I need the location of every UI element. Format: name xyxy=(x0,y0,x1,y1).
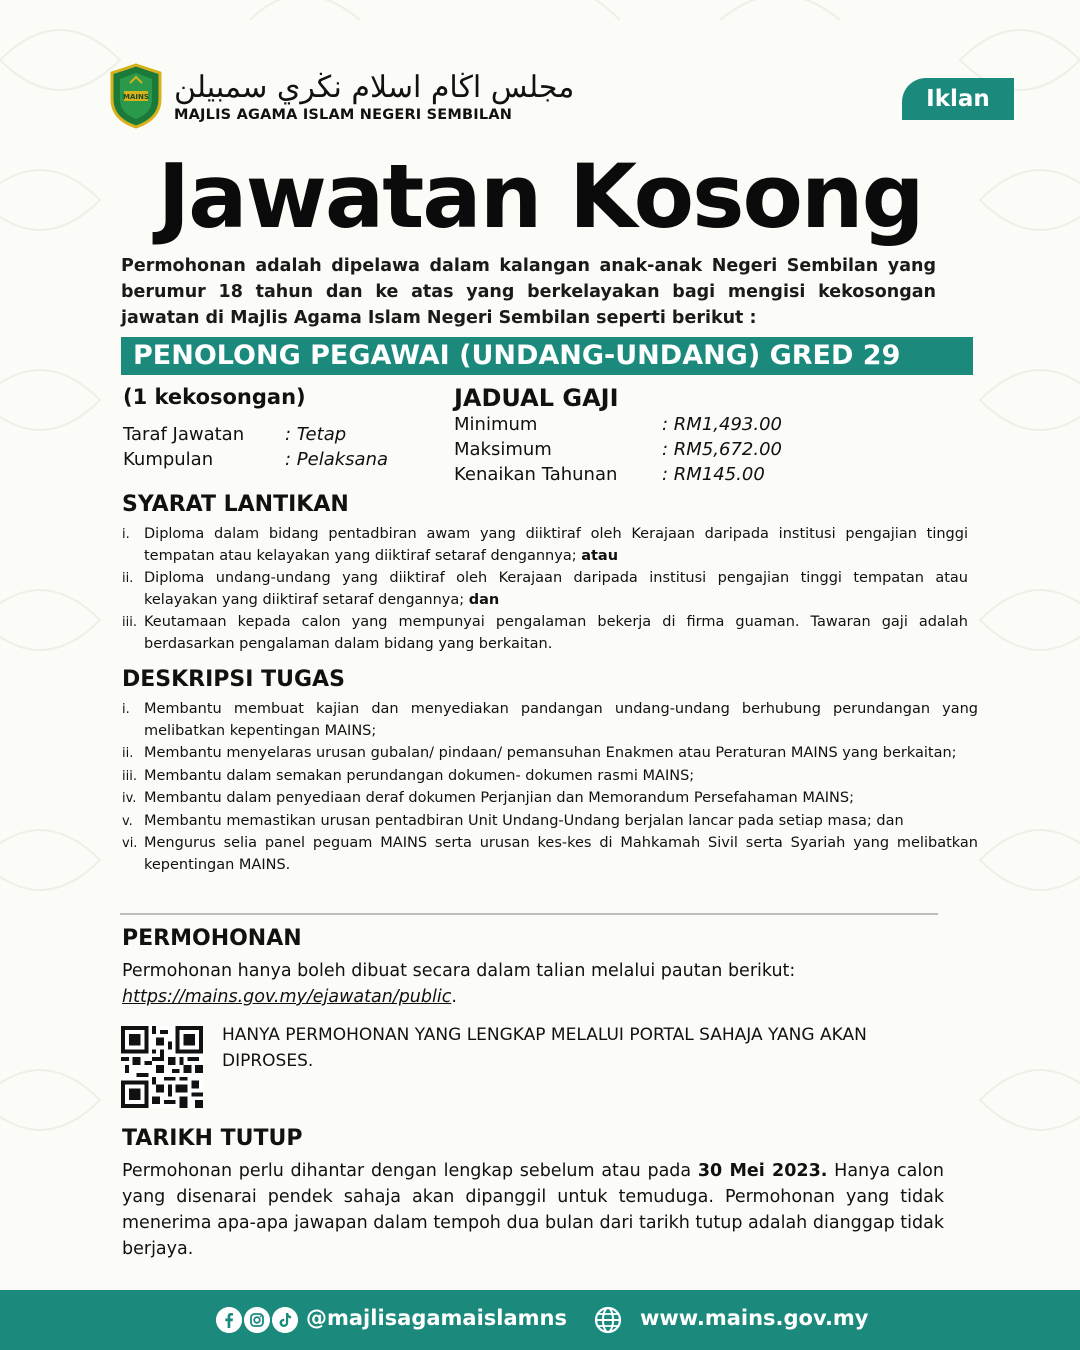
vacancy-count: (1 kekosongan) xyxy=(123,385,306,409)
tiktok-icon[interactable] xyxy=(272,1307,298,1333)
social-handle[interactable]: @majlisagamaislamns xyxy=(306,1306,567,1330)
qr-note: HANYA PERMOHONAN YANG LENGKAP MELALUI PORTAL SAHAJA YANG AKAN DIPROSES. xyxy=(222,1025,867,1071)
org-block xyxy=(174,69,574,123)
website-link[interactable]: www.mains.gov.my xyxy=(640,1306,869,1330)
taraf-row xyxy=(123,422,346,447)
org-name: MAJLIS AGAMA ISLAM NEGERI SEMBILAN xyxy=(174,107,513,123)
list-item: i. Diploma dalam bidang pentadbiran awam yang diiktiraf oleh Kerajaan daripada institusi pengajian tinggi tempatan atau kelayakan yang diiktiraf setaraf dengannya; atau xyxy=(122,526,968,564)
salary-title: JADUAL GAJI xyxy=(454,384,619,412)
list-item: i. Membantu membuat kajian dan menyediakan pandangan undang-undang berhubung perundangan yang melibatkan kepentingan MAINS; xyxy=(122,701,978,739)
salary-max-label: Maksimum xyxy=(454,439,552,460)
svg-text:MAINS: MAINS xyxy=(123,93,149,101)
header xyxy=(108,60,574,132)
instagram-icon[interactable] xyxy=(244,1307,270,1333)
list-item: iii. Membantu dalam semakan perundangan dokumen- dokumen rasmi MAINS; xyxy=(122,767,695,784)
qr-code-icon[interactable] xyxy=(121,1026,203,1108)
tugas-list xyxy=(122,699,978,877)
closing-date: 30 Mei 2023. xyxy=(697,1161,828,1181)
list-item: ii. Membantu menyelaras urusan gubalan/ pindaan/ pemansuhan Enakmen atau Peraturan MAINS yang berkaitan; xyxy=(122,745,957,761)
salary-inc-label: Kenaikan Tahunan xyxy=(454,464,618,485)
kumpulan-value: : Pelaksana xyxy=(285,449,389,470)
iklan-badge: Iklan xyxy=(902,78,1014,120)
tugas-title: DESKRIPSI TUGAS xyxy=(122,667,345,692)
list-item: v. Membantu memastikan urusan pentadbiran Unit Undang-Undang berjalan lancar pada setiap masa; dan xyxy=(122,812,904,829)
salary-min-value: : RM1,493.00 xyxy=(662,414,782,435)
globe-icon xyxy=(594,1306,622,1334)
syarat-title: SYARAT LANTIKAN xyxy=(122,492,349,517)
salary-min-row xyxy=(454,412,782,437)
divider xyxy=(120,913,938,915)
tutup-title: TARIKH TUTUP xyxy=(122,1126,303,1151)
salary-min-label: Minimum xyxy=(454,414,538,435)
tutup-text: Permohonan perlu dihantar dengan lengkap sebelum atau pada 30 Mei 2023. Hanya calon yang disenarai pendek sahaja akan dipanggil untuk temuduga. Permohonan yang tidak menerima apa-apa jawapan dalam tempoh dua bulan dari tarikh tutup adalah dianggap tidak berjaya. xyxy=(122,1161,944,1259)
list-item: iii. Keutamaan kepada calon yang mempunyai pengalaman bekerja di firma guaman. Tawaran gaji adalah berdasarkan pengalaman dalam bidang yang berkaitan. xyxy=(122,614,968,652)
salary-inc-row xyxy=(454,462,765,487)
permohonan-title: PERMOHONAN xyxy=(122,926,302,951)
position-title: PENOLONG PEGAWAI (UNDANG-UNDANG) GRED 29 xyxy=(121,337,973,375)
list-item: ii. Diploma undang-undang yang diiktiraf oleh Kerajaan daripada institusi pengajian tinggi tempatan atau kelayakan yang diiktiraf setaraf dengannya; dan xyxy=(122,570,968,608)
list-item: vi. Mengurus selia panel peguam MAINS serta urusan kes-kes di Mahkamah Sivil serta Syariah yang melibatkan kepentingan MAINS. xyxy=(122,835,978,873)
salary-inc-value: : RM145.00 xyxy=(662,464,765,485)
application-link[interactable]: https://mains.gov.my/ejawatan/public xyxy=(122,987,452,1007)
facebook-icon[interactable] xyxy=(216,1307,242,1333)
intro-paragraph: Permohonan adalah dipelawa dalam kalangan anak-anak Negeri Sembilan yang berumur 18 tahun dan ke atas yang berkelayakan bagi mengisi kekosongan jawatan di Majlis Agama Islam Negeri Sembilan seperti berikut : xyxy=(121,256,936,328)
syarat-list xyxy=(122,524,968,656)
org-name-arabic: مجلس اڬام اسلام نڬري سمبيلن xyxy=(174,70,575,105)
salary-max-row xyxy=(454,437,782,462)
taraf-value: : Tetap xyxy=(285,424,347,445)
taraf-label: Taraf Jawatan xyxy=(123,424,245,445)
salary-max-value: : RM5,672.00 xyxy=(662,439,782,460)
kumpulan-label: Kumpulan xyxy=(123,449,214,470)
page-title: Jawatan Kosong xyxy=(157,145,923,248)
mains-crest-icon xyxy=(108,63,164,129)
permohonan-text: Permohonan hanya boleh dibuat secara dalam talian melalui pautan berikut: https://mains.gov.my/ejawatan/public. xyxy=(122,961,796,1007)
list-item: iv. Membantu dalam penyediaan deraf dokumen Perjanjian dan Memorandum Persefahaman MAINS; xyxy=(122,790,854,806)
footer xyxy=(0,1290,1080,1350)
kumpulan-row xyxy=(123,447,388,472)
